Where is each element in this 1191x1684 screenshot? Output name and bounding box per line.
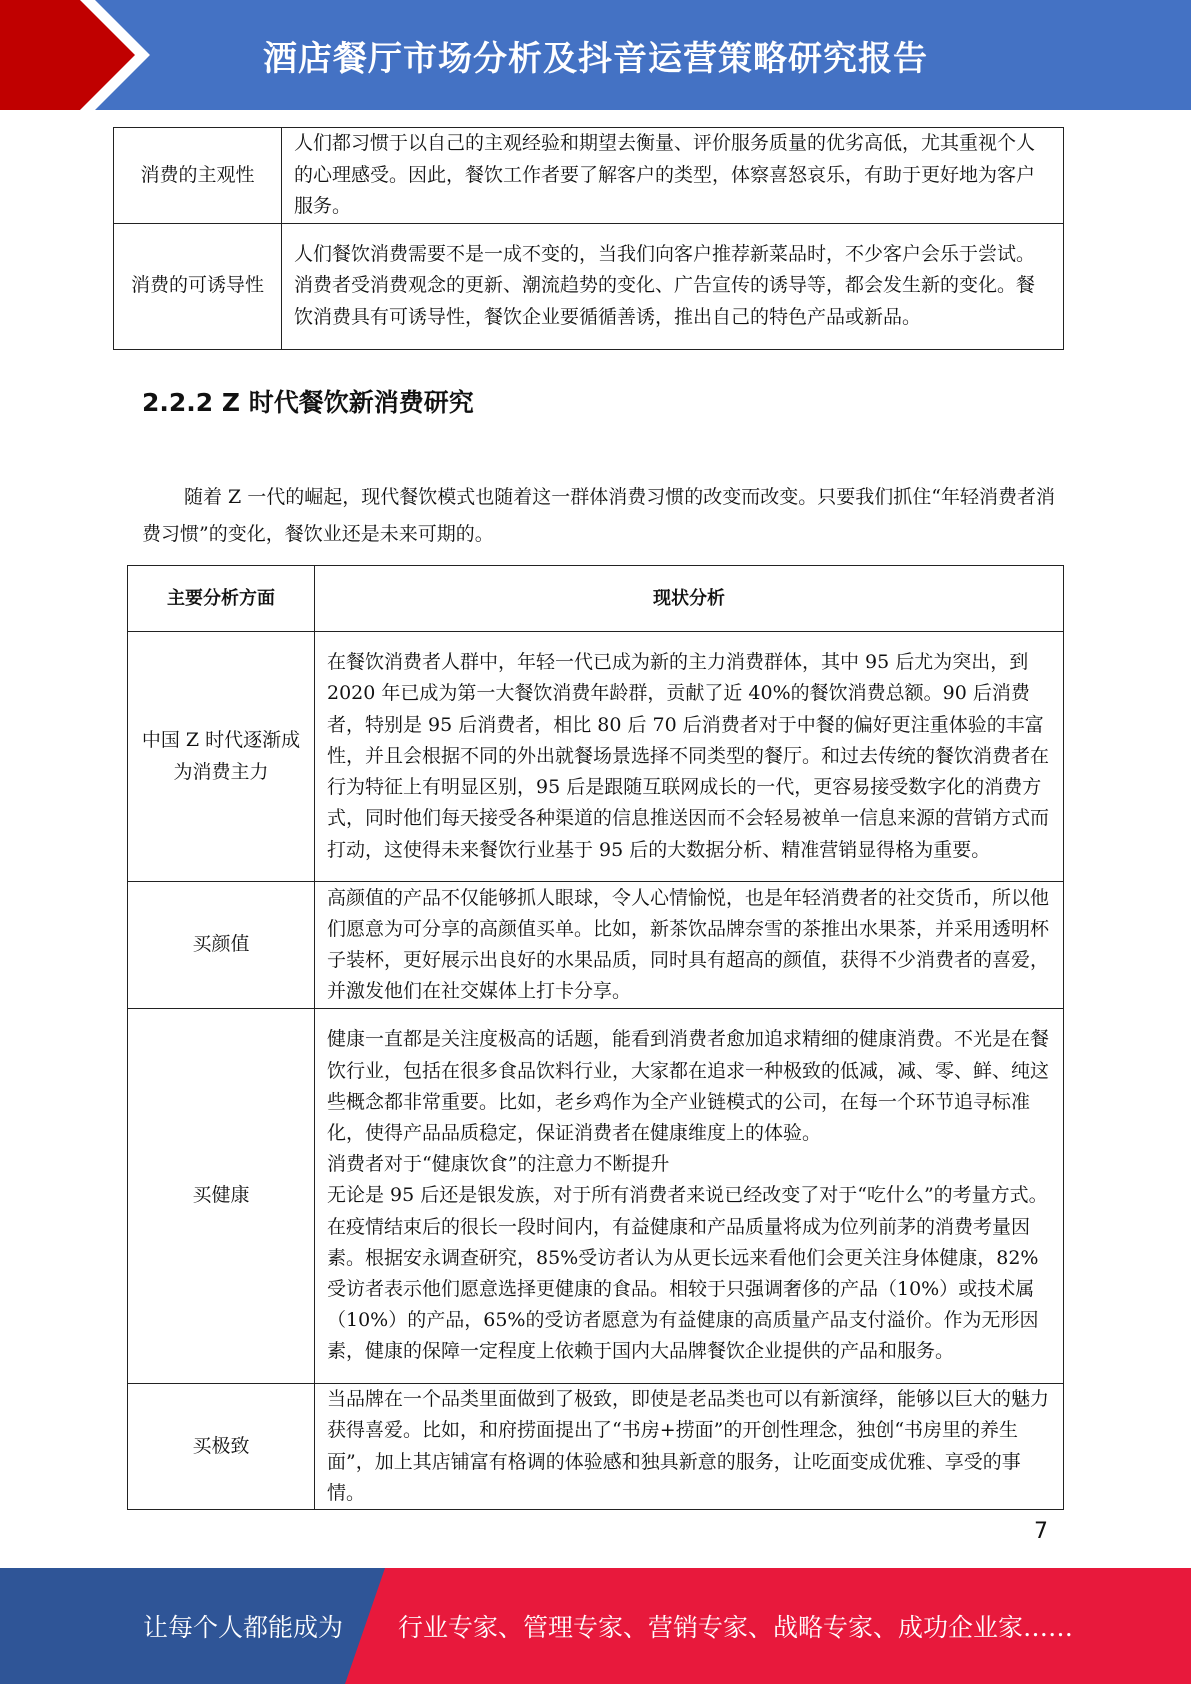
- description-cell: 当品牌在一个品类里面做到了极致，即使是老品类也可以有新演绎，能够以巨大的魅力获得喜爱。比如，和府捞面提出了“书房+捞面”的开创性理念，独创“书房里的养生面”，加上其店铺富有格调的体验感和独具新意的服务，让吃面变成优雅、享受的事情。: [315, 1384, 1064, 1510]
- aspect-cell: 中国 Z 时代逐渐成为消费主力: [128, 632, 315, 882]
- table-row: [128, 882, 1064, 1009]
- aspect-cell: 买极致: [128, 1384, 315, 1510]
- section-heading: 2.2.2 Z 时代餐饮新消费研究: [142, 388, 474, 417]
- footer-lead-text: 让每个人都能成为: [143, 1613, 344, 1642]
- footer-banner: [0, 1568, 1191, 1684]
- aspect-cell: 消费的可诱导性: [114, 223, 282, 349]
- description-cell: 人们餐饮消费需要不是一成不变的，当我们向客户推荐新菜品时，不少客户会乐于尝试。消费者受消费观念的更新、潮流趋势的变化、广告宣传的诱导等，都会发生新的变化。餐饮消费具有可诱导性，餐饮企业要循循善诱，推出自己的特色产品或新品。: [282, 223, 1064, 349]
- consumer-traits-table: [113, 127, 1064, 350]
- table-row: [128, 1384, 1064, 1510]
- footer-slogan-text: 行业专家、管理专家、营销专家、战略专家、成功企业家……: [398, 1613, 1074, 1642]
- description-cell: 在餐饮消费者人群中，年轻一代已成为新的主力消费群体，其中 95 后尤为突出，到 2020 年已成为第一大餐饮消费年龄群，贡献了近 40%的餐饮消费总额。90 后消费者，特别是 95 后消费者，相比 80 后 70 后消费者对于中餐的偏好更注重体验的丰富性，并且会根据不同的外出就餐场景选择不同类型的餐厅。和过去传统的餐饮消费者在行为特征上有明显区别，95 后是跟随互联网成长的一代，更容易接受数字化的消费方式，同时他们每天接受各种渠道的信息推送因而不会轻易被单一信息来源的营销方式而打动，这使得未来餐饮行业基于 95 后的大数据分析、精准营销显得格为重要。: [315, 632, 1064, 882]
- aspect-cell: 消费的主观性: [114, 128, 282, 224]
- intro-paragraph: 随着 Z 一代的崛起，现代餐饮模式也随着这一群体消费习惯的改变而改变。只要我们抓住“年轻消费者消费习惯”的变化，餐饮业还是未来可期的。: [142, 486, 1055, 545]
- table-row: [128, 632, 1064, 882]
- report-title: 酒店餐厅市场分析及抖音运营策略研究报告: [263, 38, 928, 79]
- red-chevron-decoration: [0, 0, 150, 110]
- description-cell: [315, 1009, 1064, 1384]
- table-row: [128, 1009, 1064, 1384]
- description-part: 无论是 95 后还是银发族，对于所有消费者来说已经改变了对于“吃什么”的考量方式。在疫情结束后的很长一段时间内，有益健康和产品质量将成为位列前茅的消费考量因素。根据安永调查研究，85%受访者认为从更长远来看他们会更关注身体健康，82%受访者表示他们愿意选择更健康的食品。相较于只强调奢侈的产品（10%）或技术属（10%）的产品，65%的受访者愿意为有益健康的高质量产品支付溢价。作为无形因素，健康的保障一定程度上依赖于国内大品牌餐饮企业提供的产品和服务。: [327, 1184, 1048, 1363]
- page-number: 7: [1034, 1519, 1048, 1544]
- table-header-row: [128, 566, 1064, 632]
- z-generation-analysis-table: [127, 565, 1064, 1510]
- column-header-aspect: 主要分析方面: [128, 566, 315, 632]
- aspect-cell: 买健康: [128, 1009, 315, 1384]
- column-header-analysis: 现状分析: [315, 566, 1064, 632]
- aspect-cell: 买颜值: [128, 882, 315, 1009]
- table-row: [114, 223, 1064, 349]
- table-row: [114, 128, 1064, 224]
- description-cell: 高颜值的产品不仅能够抓人眼球，令人心情愉悦，也是年轻消费者的社交货币，所以他们愿意为可分享的高颜值买单。比如，新茶饮品牌奈雪的茶推出水果茶，并采用透明杯子装杯，更好展示出良好的水果品质，同时具有超高的颜值，获得不少消费者的喜爱，并激发他们在社交媒体上打卡分享。: [315, 882, 1064, 1009]
- description-part: 健康一直都是关注度极高的话题，能看到消费者愈加追求精细的健康消费。不光是在餐饮行业，包括在很多食品饮料行业，大家都在追求一种极致的低减，减、零、鲜、纯这些概念都非常重要。比如，老乡鸡作为全产业链模式的公司，在每一个环节追寻标准化，使得产品品质稳定，保证消费者在健康维度上的体验。: [327, 1028, 1050, 1144]
- description-part: 消费者对于“健康饮食”的注意力不断提升: [327, 1153, 670, 1176]
- header-banner: [0, 0, 1191, 110]
- description-cell: 人们都习惯于以自己的主观经验和期望去衡量、评价服务质量的优劣高低，尤其重视个人的心理感受。因此，餐饮工作者要了解客户的类型，体察喜怒哀乐，有助于更好地为客户服务。: [282, 128, 1064, 224]
